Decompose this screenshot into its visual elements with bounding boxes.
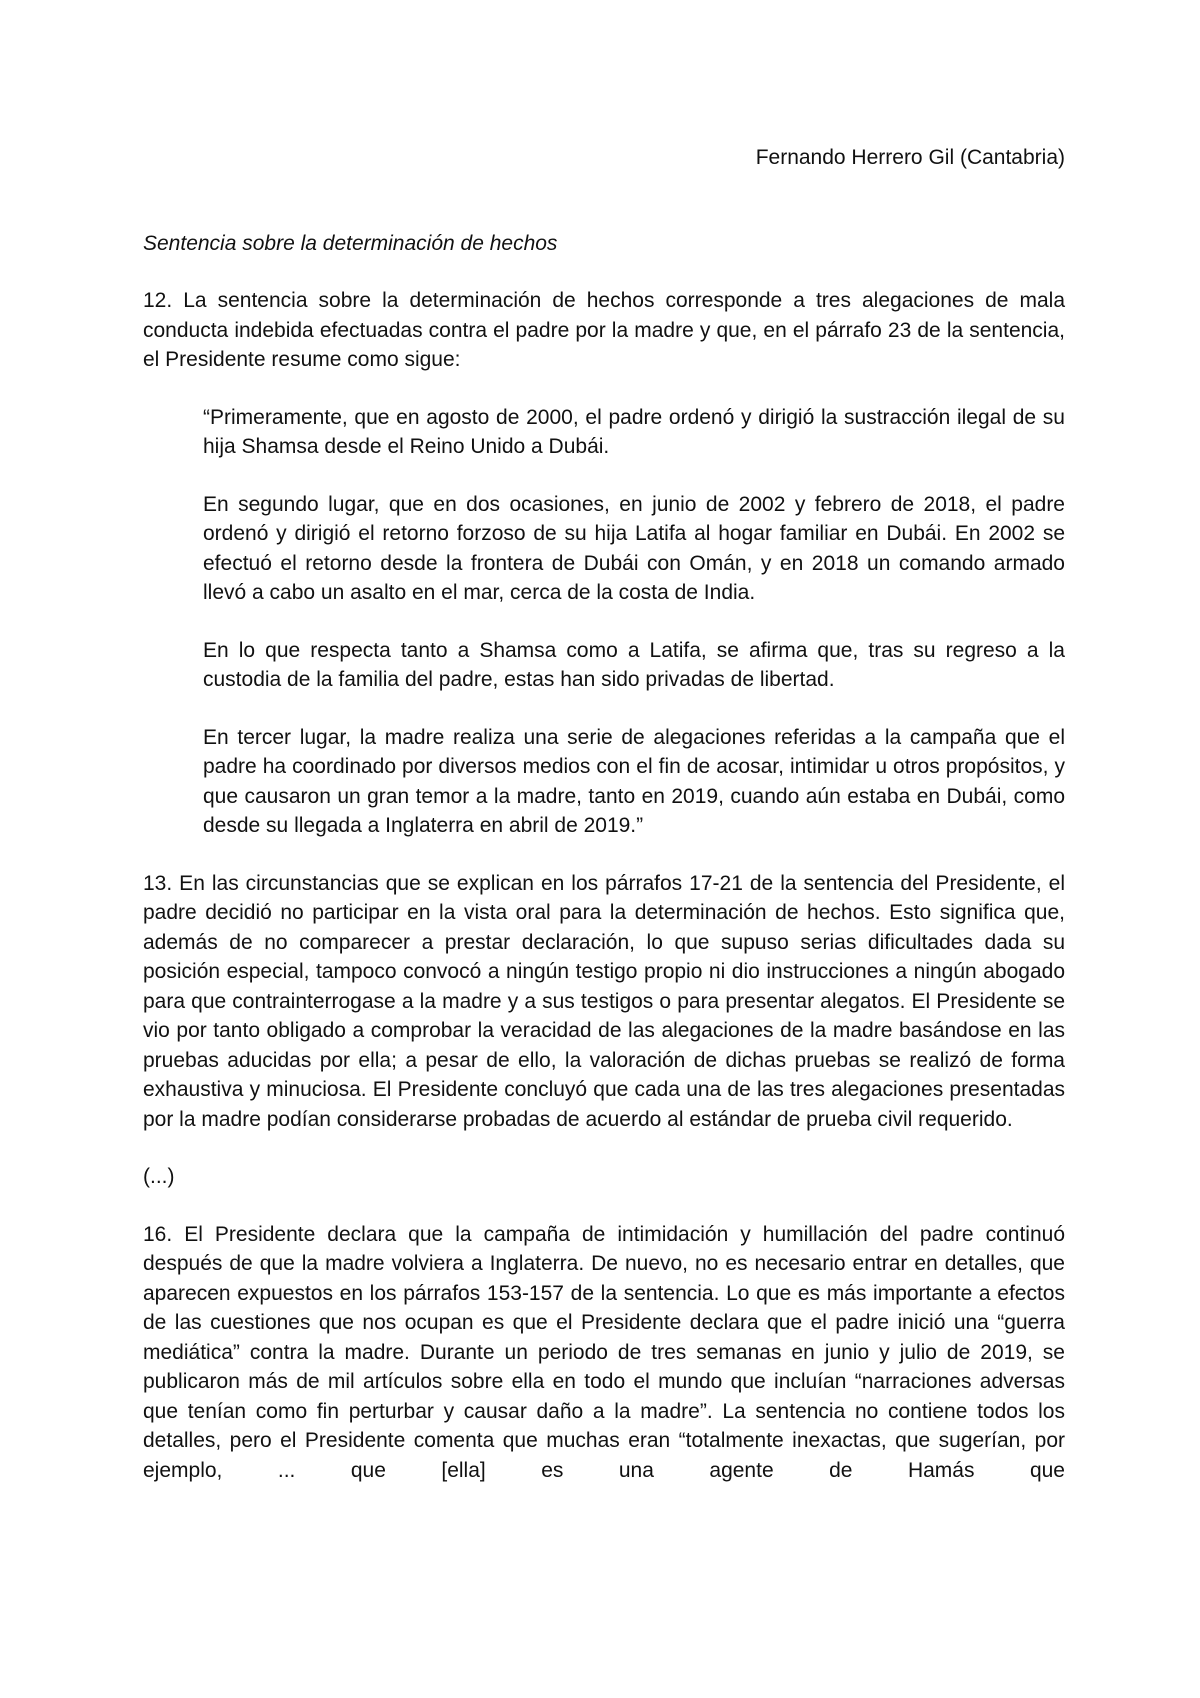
paragraph-13: 13. En las circunstancias que se explican en los párrafos 17-21 de la sentencia del Presidente, el padre decidió no participar en la vista oral para la determinación de hechos. Esto significa que, además de no comparecer a prestar declaración, lo que supuso serias dificultades dada su posición especial, tampoco convocó a ningún testigo propio ni dio instrucciones a ningún abogado para que contrainterrogase a la madre y a sus testigos o para presentar alegatos. El Presidente se vio por tanto obligado a comprobar la veracidad de las alegaciones de la madre basándose en las pruebas aducidas por ella; a pesar de ello, la valoración de dichas pruebas se realizó de forma exhaustiva y minuciosa. El Presidente concluyó que cada una de las tres alegaciones presentadas por la madre podían considerarse probadas de acuerdo al estándar de prueba civil requerido. — [143, 871, 1065, 1131]
quote-paragraph-4: En tercer lugar, la madre realiza una serie de alegaciones referidas a la campaña que el padre ha coordinado por diversos medios con el fin de acosar, intimidar u otros propósitos, y que causaron un gran temor a la madre, tanto en 2019, cuando aún estaba en Dubái, como desde su llegada a Inglaterra en abril de 2019.” — [203, 725, 1065, 837]
quote-paragraph-1: “Primeramente, que en agosto de 2000, el padre ordenó y dirigió la sustracción ilegal de su hija Shamsa desde el Reino Unido a Dubái. — [203, 405, 1065, 458]
block-quote — [203, 403, 1065, 841]
paragraph-16: 16. El Presidente declara que la campaña de intimidación y humillación del padre continuó después de que la madre volviera a Inglaterra. De nuevo, no es necesario entrar en detalles, que aparecen expuestos en los párrafos 153-157 de la sentencia. Lo que es más importante a efectos de las cuestiones que nos ocupan es que el Presidente declara que el padre inició una “guerra mediática” contra la madre. Durante un periodo de tres semanas en junio y julio de 2019, se publicaron más de mil artículos sobre ella en todo el mundo que incluían “narraciones adversas que tenían como fin perturbar y causar daño a la madre”. La sentencia no contiene todos los detalles, pero el Presidente comenta que muchas eran “totalmente inexactas, que sugerían, por ejemplo, ... que [ella] es una agente de Hamás que — [143, 1222, 1065, 1482]
quote-paragraph-2: En segundo lugar, que en dos ocasiones, en junio de 2002 y febrero de 2018, el padre ordenó y dirigió el retorno forzoso de su hija Latifa al hogar familiar en Dubái. En 2002 se efectuó el retorno desde la frontera de Dubái con Omán, y en 2018 un comando armado llevó a cabo un asalto en el mar, cerca de la costa de India. — [203, 492, 1065, 604]
author-line: Fernando Herrero Gil (Cantabria) — [755, 146, 1065, 169]
paragraph-12: 12. La sentencia sobre la determinación de hechos corresponde a tres alegaciones de mala conducta indebida efectuadas contra el padre por la madre y que, en el párrafo 23 de la sentencia, el Presidente resume como sigue: — [143, 289, 1065, 371]
document-body — [143, 143, 1065, 1513]
ellipsis-marker: (...) — [143, 1165, 175, 1188]
quote-paragraph-3: En lo que respecta tanto a Shamsa como a Latifa, se afirma que, tras su regreso a la custodia de la familia del padre, estas han sido privadas de libertad. — [203, 638, 1065, 691]
section-title: Sentencia sobre la determinación de hechos — [143, 231, 558, 255]
